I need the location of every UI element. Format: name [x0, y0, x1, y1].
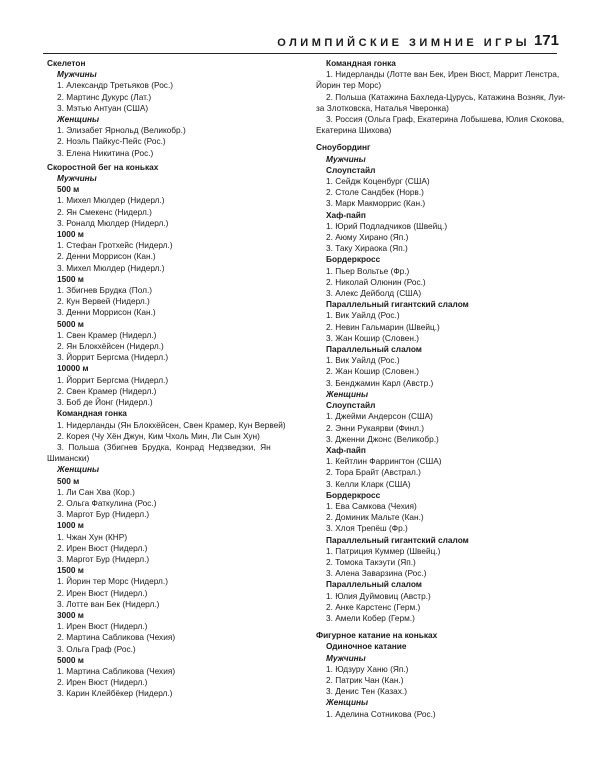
- result-item: 3. Алена Заварзина (Рос.): [326, 568, 427, 579]
- result-item: 3. Денни Моррисон (Кан.): [57, 307, 156, 318]
- event-title: Параллельный гигантский слалом: [326, 534, 469, 545]
- event-title: 1500 м: [57, 565, 84, 576]
- event-title: 1000 м: [57, 520, 84, 531]
- result-item: 3. Роналд Мюлдер (Нидерл.): [57, 217, 169, 228]
- result-item: 1. Джейми Андерсон (США): [326, 411, 433, 422]
- event-title: 1500 м: [57, 273, 84, 284]
- result-item: 2. Невин Гальмарин (Швейц.): [326, 321, 440, 332]
- result-item: 1. Сейдж Коценбург (США): [326, 176, 430, 187]
- result-item: 1. Йорин тер Морс (Нидерл.): [57, 576, 168, 587]
- result-item: 3. Ольга Граф (Рос.): [57, 643, 136, 654]
- result-item: 1. Вик Уайлд (Рос.): [326, 355, 400, 366]
- result-item: 2. Доминик Мальте (Кан.): [326, 512, 424, 523]
- result-item: 3. Мэтью Антуан (США): [57, 102, 149, 113]
- event-title: 3000 м: [57, 609, 84, 620]
- result-item: 3. Михел Мюлдер (Нидерл.): [57, 262, 165, 273]
- header-rule: [43, 53, 557, 54]
- gender-label: Женщины: [57, 464, 100, 475]
- result-item: 1. Юдзуру Ханю (Яп.): [326, 663, 409, 674]
- result-item: 3. Бенджамин Карл (Австр.): [326, 377, 434, 388]
- result-item: 1. Мартина Сабликова (Чехия): [57, 665, 176, 676]
- result-item: 1. Аделина Сотникова (Рос.): [326, 708, 436, 719]
- gender-label: Женщины: [57, 114, 100, 125]
- result-item: 1. Кейтлин Фаррингтон (США): [326, 456, 442, 467]
- result-item: 2. Ольга Фаткулина (Рос.): [57, 497, 157, 508]
- result-item: 2. Ирен Вюст (Нидерл.): [57, 587, 148, 598]
- event-title: Параллельный слалом: [326, 344, 422, 355]
- result-item: 2. Польша (Катажина Бахледа-Цурусь, Катажина Возняк, Луи-: [326, 91, 566, 102]
- event-title: Слоупстайл: [326, 400, 376, 411]
- result-item: 1. Элизабет Ярнольд (Великобр.): [57, 125, 186, 136]
- page-header: [0, 0, 600, 56]
- result-item: 2. Патрик Чан (Кан.): [326, 674, 404, 685]
- result-item: 2. Мартина Сабликова (Чехия): [57, 632, 176, 643]
- event-title: 10000 м: [57, 363, 89, 374]
- result-item: 1. Нидерланды (Ян Блокхёйсен, Свен Крамер, Кун Вервей): [57, 419, 286, 430]
- result-item: 2. Корея (Чу Хён Джун, Ким Чхоль Мин, Ли Сын Хун): [57, 430, 260, 441]
- result-item: 2. Свен Крамер (Нидерл.): [57, 385, 157, 396]
- result-item: 3. Лотте ван Бек (Нидерл.): [57, 598, 160, 609]
- gender-label: Женщины: [326, 388, 369, 399]
- result-item: 2. Аюму Хирано (Яп.): [326, 232, 409, 243]
- section-title: Фигурное катание на коньках: [316, 630, 438, 641]
- event-title: Одиночное катание: [326, 641, 407, 652]
- event-title: Параллельный гигантский слалом: [326, 299, 469, 310]
- event-title: Параллельный слалом: [326, 579, 422, 590]
- event-title: 500 м: [57, 184, 80, 195]
- result-item: 1. Ли Сан Хва (Кор.): [57, 486, 135, 497]
- event-title: Хаф-пайп: [326, 209, 366, 220]
- result-item: 3. Польша (Збигнев Брудка, Конрад Недзведзки, Ян: [57, 441, 271, 452]
- gender-label: Женщины: [326, 697, 369, 708]
- result-item-continuation: за Злотковска, Наталья Чверонка): [316, 102, 449, 113]
- result-item: 2. Ян Блокхёйсен (Нидерл.): [57, 341, 164, 352]
- event-title: 500 м: [57, 475, 80, 486]
- result-item: 1. Збигнев Брудка (Пол.): [57, 285, 153, 296]
- result-item: 2. Ноэль Пайкус-Пейс (Рос.): [57, 136, 166, 147]
- result-item: 3. Йоррит Бергсма (Нидерл.): [57, 352, 169, 363]
- result-item: 1. Вик Уайлд (Рос.): [326, 310, 400, 321]
- result-item: 1. Михел Мюлдер (Нидерл.): [57, 195, 165, 206]
- event-title: 5000 м: [57, 318, 84, 329]
- result-item: 2. Жан Кошир (Словен.): [326, 366, 420, 377]
- section-title: Сноубординг: [316, 142, 371, 153]
- result-item: 3. Келли Кларк (США): [326, 478, 411, 489]
- result-item: 2. Ирен Вюст (Нидерл.): [57, 677, 148, 688]
- result-item: 3. Маргот Бур (Нидерл.): [57, 553, 150, 564]
- result-item: 2. Ян Смекенс (Нидерл.): [57, 206, 152, 217]
- result-item: 3. Амели Кобер (Герм.): [326, 612, 415, 623]
- result-item: 1. Юлия Дуймовиц (Австр.): [326, 590, 431, 601]
- running-header-title: ОЛИМПИЙСКИЕ ЗИМНИЕ ИГРЫ: [277, 37, 530, 49]
- result-item: 1. Юрий Подладчиков (Швейц.): [326, 220, 448, 231]
- right-column: [316, 58, 566, 720]
- result-item: 3. Дженни Джонс (Великобр.): [326, 433, 439, 444]
- event-title: Слоупстайл: [326, 164, 376, 175]
- result-item: 2. Мартинс Дукурс (Лат.): [57, 91, 152, 102]
- gender-label: Мужчины: [326, 153, 366, 164]
- result-item-continuation: Екатерина Шихова): [316, 125, 392, 136]
- gender-label: Мужчины: [57, 173, 97, 184]
- result-item: 2. Анке Карстенс (Герм.): [326, 601, 421, 612]
- result-item: 3. Таку Хираока (Яп.): [326, 243, 408, 254]
- result-item: 3. Россия (Ольга Граф, Екатерина Лобышева, Юлия Скокова,: [326, 114, 565, 125]
- result-item: 1. Нидерланды (Лотте ван Бек, Ирен Вюст, Маррит Ленстра,: [326, 69, 560, 80]
- result-item: 1. Ирен Вюст (Нидерл.): [57, 621, 148, 632]
- event-title: Бордеркросс: [326, 254, 381, 265]
- event-title: Бордеркросс: [326, 489, 381, 500]
- result-item: 2. Кун Вервей (Нидерл.): [57, 296, 150, 307]
- result-item: 2. Столе Сандбек (Норв.): [326, 187, 424, 198]
- result-item: 2. Николай Олюнин (Рос.): [326, 276, 426, 287]
- result-item: 3. Хлоя Трепёш (Фр.): [326, 523, 408, 534]
- result-item: 3. Елена Никитина (Рос.): [57, 147, 154, 158]
- page-number: 171: [533, 32, 559, 49]
- result-item: 1. Пьер Вольтье (Фр.): [326, 265, 410, 276]
- gender-label: Мужчины: [326, 652, 366, 663]
- result-item: 1. Свен Крамер (Нидерл.): [57, 329, 157, 340]
- result-item: 1. Александр Третьяков (Рос.): [57, 80, 174, 91]
- result-item: 1. Йоррит Бергсма (Нидерл.): [57, 374, 169, 385]
- result-item: 3. Марк Макморрис (Кан.): [326, 198, 426, 209]
- event-title: Командная гонка: [57, 408, 127, 419]
- result-item: 1. Ева Самкова (Чехия): [326, 500, 417, 511]
- gender-label: Мужчины: [57, 69, 97, 80]
- event-title: 1000 м: [57, 229, 84, 240]
- result-item: 2. Томока Такэути (Яп.): [326, 556, 416, 567]
- left-column: [47, 58, 295, 700]
- section-title: Скелетон: [47, 58, 86, 68]
- result-item: 2. Ирен Вюст (Нидерл.): [57, 542, 148, 553]
- result-item: 3. Денис Тен (Казах.): [326, 686, 407, 697]
- result-item: 1. Стефан Гротхейс (Нидерл.): [57, 240, 173, 251]
- result-item: 3. Алекс Дейболд (США): [326, 288, 422, 299]
- result-item: 3. Жан Кошир (Словен.): [326, 332, 420, 343]
- result-item-continuation: Шимански): [47, 453, 90, 464]
- result-item: 3. Маргот Бур (Нидерл.): [57, 509, 150, 520]
- result-item-continuation: Йорин тер Морс): [316, 80, 382, 91]
- result-item: 1. Чжан Хун (КНР): [57, 531, 128, 542]
- result-item: 1. Патриция Куммер (Швейц.): [326, 545, 441, 556]
- result-item: 2. Денни Моррисон (Кан.): [57, 251, 156, 262]
- event-title: 5000 м: [57, 654, 84, 665]
- event-title: Командная гонка: [326, 58, 396, 68]
- event-title: Хаф-пайп: [326, 444, 366, 455]
- result-item: 2. Тора Брайт (Австрал.): [326, 467, 421, 478]
- result-item: 3. Боб де Йонг (Нидерл.): [57, 397, 153, 408]
- result-item: 3. Карин Клейбёкер (Нидерл.): [57, 688, 173, 699]
- result-item: 2. Энни Рукаярви (Финл.): [326, 422, 425, 433]
- section-title: Скоростной бег на коньках: [47, 161, 159, 172]
